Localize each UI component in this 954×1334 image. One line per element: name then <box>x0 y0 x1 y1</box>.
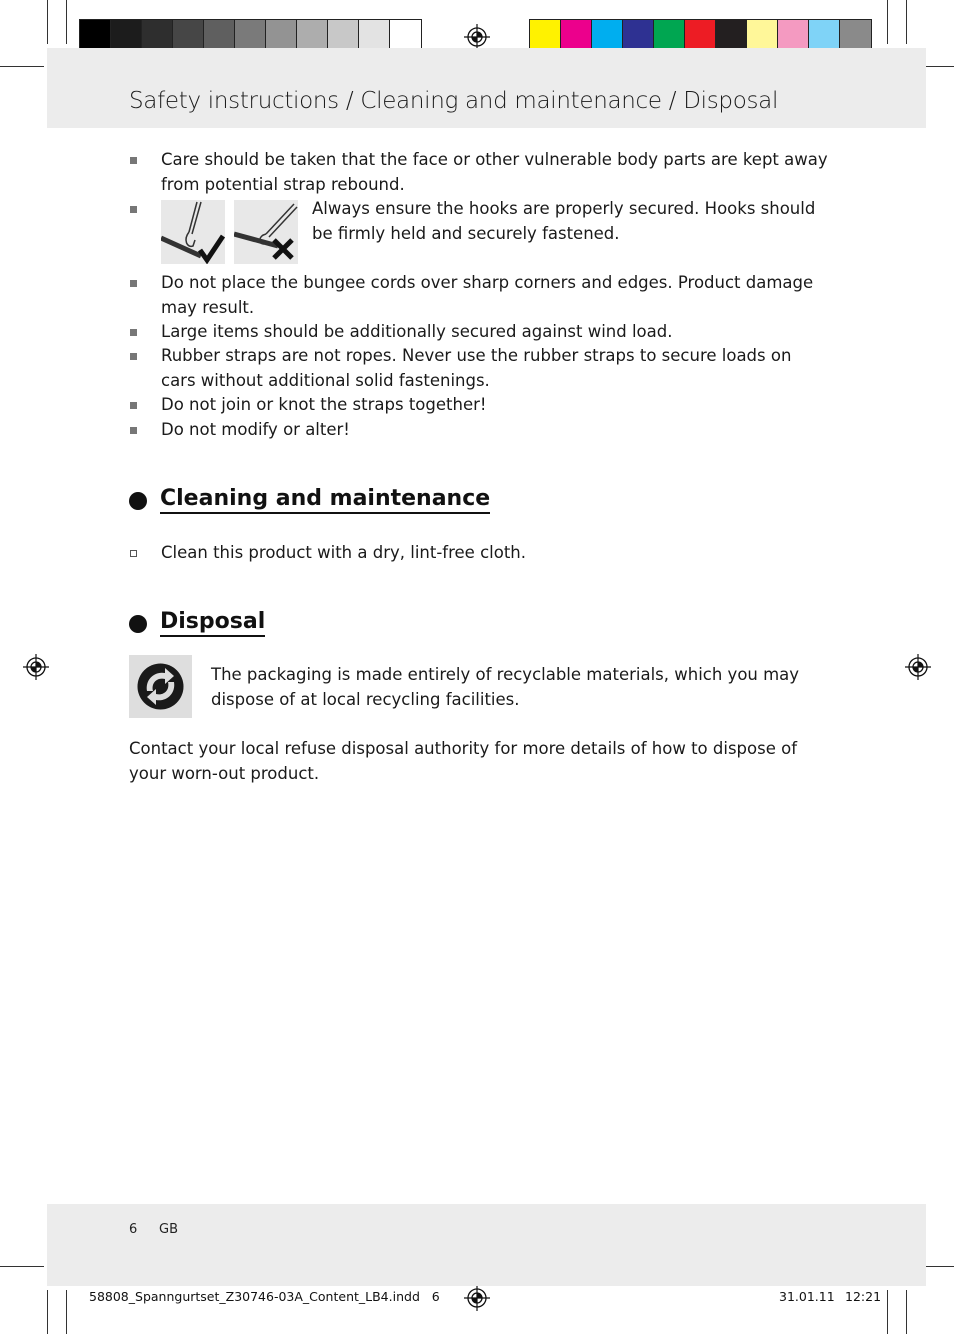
bullet-icon <box>130 206 137 213</box>
hook-correct-icon <box>161 200 225 264</box>
color-swatch <box>111 20 142 50</box>
safety-item: Do not join or knot the straps together! <box>161 395 487 414</box>
contact-text: Contact your local refuse disposal authority for more details of how to dispose of your worn-out product. <box>129 739 798 783</box>
bullet-icon <box>130 427 137 434</box>
hook-correct-image <box>161 200 225 264</box>
packaging-text: The packaging is made entirely of recyclable materials, which you may dispose of at local recycling facilities. <box>211 665 800 709</box>
safety-item: Large items should be additionally secured against wind load. <box>161 322 673 341</box>
registration-mark-icon <box>23 654 49 680</box>
safety-item: Do not place the bungee cords over sharp corners and edges. Product damage may result. <box>161 273 814 317</box>
safety-item: Always ensure the hooks are properly secured. Hooks should be firmly held and securely fastened. <box>312 199 816 243</box>
registration-mark-icon <box>464 1285 490 1311</box>
green-dot-recycling-icon <box>129 655 192 718</box>
color-swatch <box>561 20 592 50</box>
color-swatch <box>390 20 421 50</box>
color-swatch <box>297 20 328 50</box>
color-swatch <box>809 20 840 50</box>
crop-mark <box>66 0 67 44</box>
footer-band <box>47 1204 926 1286</box>
crop-mark <box>47 1290 48 1334</box>
hook-incorrect-image <box>234 200 298 264</box>
color-swatch <box>654 20 685 50</box>
hook-incorrect-icon <box>234 200 298 264</box>
color-swatch <box>204 20 235 50</box>
color-swatch <box>716 20 747 50</box>
registration-mark-icon <box>905 654 931 680</box>
section-bullet-icon <box>129 492 147 510</box>
page-title: Safety instructions / Cleaning and maintenance / Disposal <box>129 88 779 114</box>
crop-mark <box>47 0 48 44</box>
registration-mark-icon <box>464 24 490 50</box>
crop-mark <box>906 1290 907 1334</box>
page-number: 6 <box>129 1222 138 1237</box>
recycling-symbol <box>129 655 192 718</box>
safety-item: Care should be taken that the face or other vulnerable body parts are kept away from potential strap rebound. <box>161 150 828 194</box>
crop-mark <box>887 1290 888 1334</box>
bullet-icon <box>130 329 137 336</box>
slug-filename: 58808_Spanngurtset_Z30746-03A_Content_LB4.indd 6 <box>89 1289 440 1304</box>
color-swatch <box>266 20 297 50</box>
color-swatch <box>142 20 173 50</box>
color-swatch <box>778 20 809 50</box>
color-swatch <box>530 20 561 50</box>
crop-mark <box>906 0 907 44</box>
bullet-icon <box>130 402 137 409</box>
crop-mark <box>0 1266 44 1267</box>
color-swatch <box>592 20 623 50</box>
slug-time: 12:21 <box>845 1289 882 1304</box>
cleaning-heading: Cleaning and maintenance <box>160 486 490 514</box>
bullet-icon <box>130 353 137 360</box>
color-swatch <box>359 20 390 50</box>
cleaning-step: Clean this product with a dry, lint-free cloth. <box>161 543 526 562</box>
color-swatch <box>685 20 716 50</box>
crop-mark <box>887 0 888 44</box>
color-swatch <box>173 20 204 50</box>
color-calibration-bar <box>529 19 872 51</box>
safety-item: Rubber straps are not ropes. Never use the rubber straps to secure loads on cars without additional solid fastenings. <box>161 346 792 390</box>
color-swatch <box>623 20 654 50</box>
section-bullet-icon <box>129 615 147 633</box>
checkbox-bullet-icon <box>130 550 137 557</box>
color-swatch <box>840 20 871 50</box>
crop-mark <box>0 66 44 67</box>
slug-date: 31.01.11 <box>779 1289 835 1304</box>
color-swatch <box>747 20 778 50</box>
bullet-icon <box>130 280 137 287</box>
color-swatch <box>80 20 111 50</box>
bullet-icon <box>130 157 137 164</box>
color-swatch <box>328 20 359 50</box>
safety-item: Do not modify or alter! <box>161 420 350 439</box>
disposal-heading: Disposal <box>160 609 265 637</box>
crop-mark <box>66 1290 67 1334</box>
color-swatch <box>235 20 266 50</box>
language-code: GB <box>159 1222 178 1237</box>
grayscale-calibration-bar <box>79 19 422 51</box>
